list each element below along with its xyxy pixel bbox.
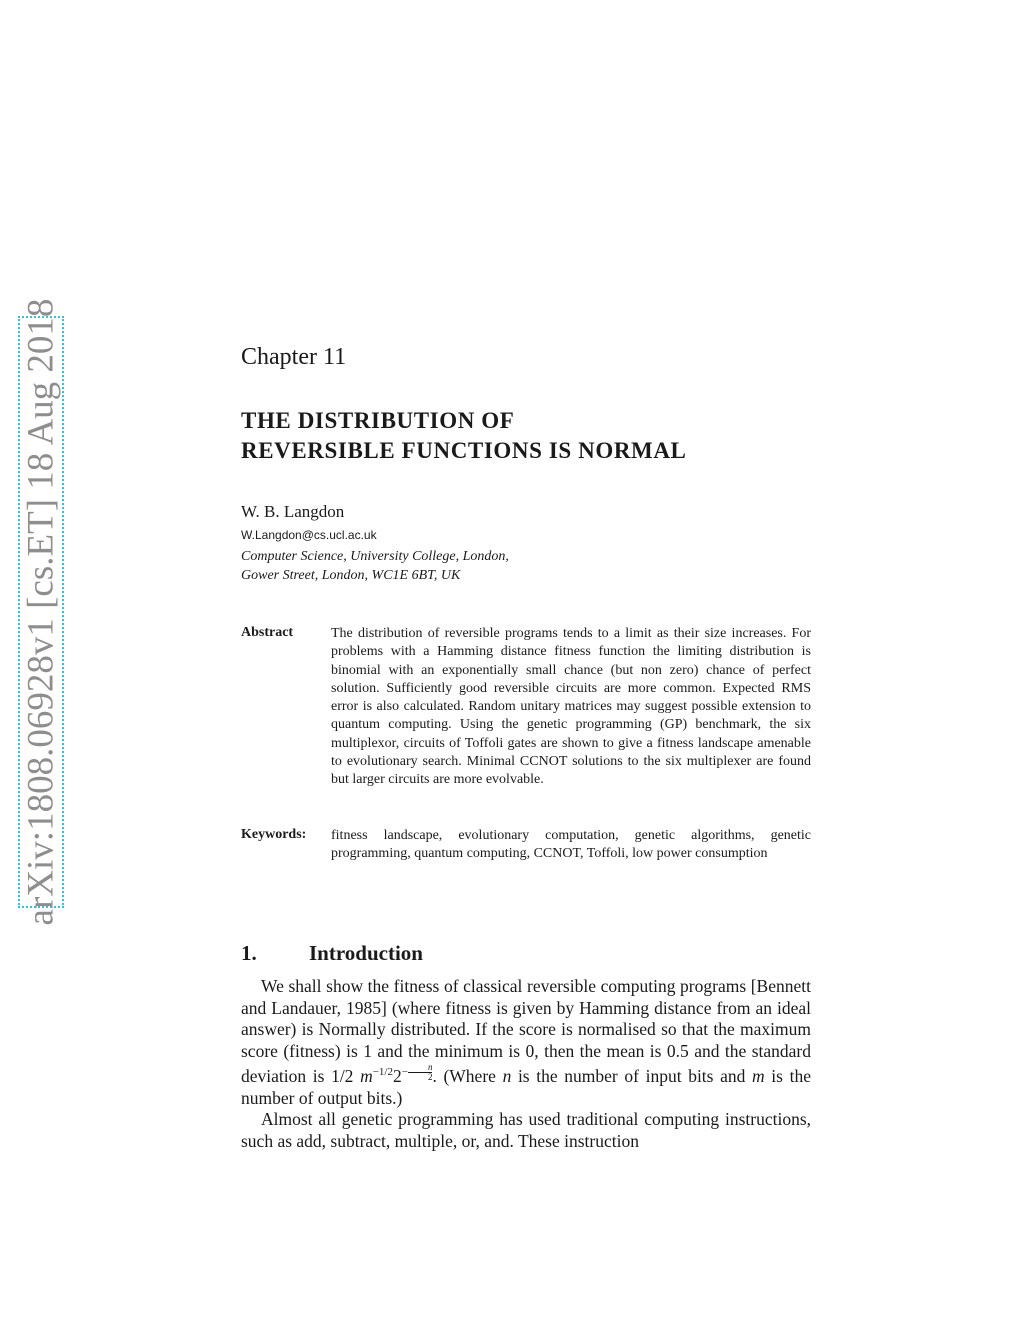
para1-text-a: We shall show the fitness of classical reversible computing programs [Bennett and Landauer, 1985] (where fitness is given by Hamming distance from an ideal answer) is Normally distributed. If the score is normalised so that the maximum score (fitness) is 1 and the minimum is 0, then the mean is 0.5 and the standard deviation is 1/2: [241, 976, 811, 1087]
abstract-label: Abstract: [241, 625, 294, 640]
paper-title: [241, 406, 831, 466]
section-heading: [241, 941, 423, 966]
abstract-text: The distribution of reversible programs tends to a limit as their size increases. For problems with a Hamming distance fitness function the limiting distribution is binomial with an exponentially small chance (but non zero) chance of perfect solution. Sufficiently good reversible circuits are more common. Expected RMS error is also calculated. Random unitary matrices may suggest possible extension to quantum computing. Using the genetic programming (GP) benchmark, the six multiplexor, circuits of Toffoli gates are shown to give a fitness landscape amenable to evolutionary search. Minimal CCNOT solutions to the six multiplexer are found but larger circuits are more evolvable.: [331, 626, 811, 788]
author-name: W. B. Langdon: [241, 502, 345, 521]
chapter-label: Chapter 11: [241, 344, 347, 370]
exp2-numerator: n: [408, 1063, 433, 1073]
arxiv-stamp: [18, 298, 64, 926]
exponent-1: −1/2: [372, 1066, 393, 1079]
paragraph-1: [241, 976, 811, 1109]
exponent-2: [401, 1062, 433, 1083]
var-n: n: [502, 1066, 512, 1087]
keywords-text: fitness landscape, evolutionary computation, genetic algorithms, genetic programming, quantum computing, CCNOT, Toffoli, low power consumption: [331, 828, 811, 862]
para1-text-b: . (Where: [432, 1066, 503, 1087]
arxiv-stamp-text: arXiv:1808.06928v1 [cs.ET] 18 Aug 2018: [20, 298, 62, 926]
var-m-2: m: [752, 1066, 765, 1087]
section-number: 1.: [241, 941, 257, 965]
exp2-minus: −: [401, 1066, 408, 1079]
para1-text-d: is the number of output bits.): [241, 1066, 811, 1108]
title-line-2: REVERSIBLE FUNCTIONS IS NORMAL: [241, 438, 687, 463]
exp2-fraction: [408, 1063, 433, 1082]
para1-text-c: is the number of input bits and: [511, 1066, 753, 1087]
affiliation-line-1: Computer Science, University College, London,: [241, 549, 509, 564]
affiliation: [241, 547, 509, 585]
keywords-label: Keywords:: [241, 827, 307, 842]
base-two: 2: [392, 1066, 402, 1087]
affiliation-line-2: Gower Street, London, WC1E 6BT, UK: [241, 568, 461, 583]
paragraph-2: Almost all genetic programming has used traditional computing instructions, such as add, subtract, multiple, or, and. These instruction: [241, 1109, 811, 1151]
body-text: [241, 976, 811, 1153]
var-m: m: [360, 1066, 373, 1087]
section-title: Introduction: [309, 941, 423, 965]
exp2-denominator: 2: [427, 1072, 433, 1083]
title-line-1: THE DISTRIBUTION OF: [241, 408, 515, 433]
author-email: W.Langdon@cs.ucl.ac.uk: [241, 528, 377, 542]
